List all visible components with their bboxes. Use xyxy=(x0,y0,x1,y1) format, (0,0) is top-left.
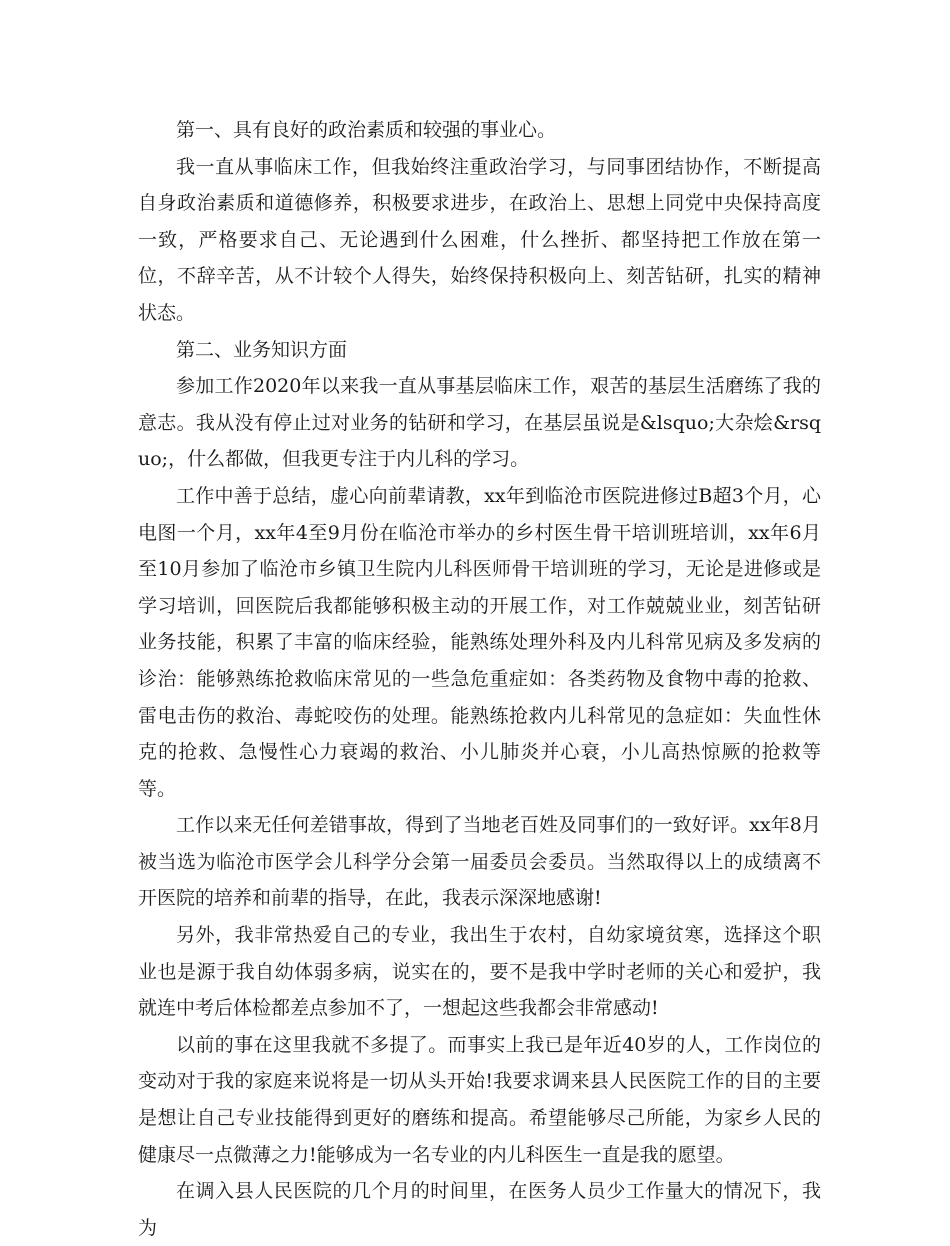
paragraph-work-history: 参加工作2020年以来我一直从事基层临床工作，艰苦的基层生活磨练了我的意志。我从没有停止过对业务的钻研和学习，在基层虽说是&lsquo;大杂烩&rsquo;，什么都做，但我更专注于内儿科的学习。 xyxy=(138,375,821,471)
paragraph-section-one-heading: 第一、具有良好的政治素质和较强的事业心。 xyxy=(176,119,557,141)
document-body xyxy=(138,112,821,1246)
paragraph-achievements: 工作以来无任何差错事故，得到了当地老百姓及同事们的一致好评。xx年8月被当选为临沧市医学会儿科学分会第一届委员会委员。当然取得以上的成绩离不开医院的培养和前辈的指导，在此，我表示深深地感谢! xyxy=(138,814,821,910)
paragraph-transfer-motivation: 以前的事在这里我就不多提了。而事实上我已是年近40岁的人，工作岗位的变动对于我的家庭来说将是一切从头开始!我要求调来县人民医院工作的目的主要是想让自己专业技能得到更好的磨练和提高。希望能够尽己所能，为家乡人民的健康尽一点微薄之力!能够成为一名专业的内儿科医生一直是我的愿望。 xyxy=(138,1033,821,1166)
paragraph-recent-months: 在调入县人民医院的几个月的时间里，在医务人员少工作量大的情况下，我为 xyxy=(138,1180,821,1239)
paragraph-section-two-heading: 第二、业务知识方面 xyxy=(176,338,348,361)
paragraph-personal-background: 另外，我非常热爱自己的专业，我出生于农村，自幼家境贫寒，选择这个职业也是源于我自幼体弱多病，说实在的，要不是我中学时老师的关心和爱护，我就连中考后体检都差点参加不了，一想起这些我都会非常感动! xyxy=(138,924,821,1020)
paragraph-training-experience: 工作中善于总结，虚心向前辈请教，xx年到临沧市医院进修过B超3个月，心电图一个月，xx年4至9月份在临沧市举办的乡村医生骨干培训班培训，xx年6月至10月参加了临沧市乡镇卫生院内儿科医师骨干培训班的学习，无论是进修或是学习培训，回医院后我都能够积极主动的开展工作，对工作兢兢业业，刻苦钻研业务技能，积累了丰富的临床经验，能熟练处理外科及内儿科常见病及多发病的诊治：能够熟练抢救临床常见的一些急危重症如：各类药物及食物中毒的抢救、雷电击伤的救治、毒蛇咬伤的处理。能熟练抢救内儿科常见的急症如：失血性休克的抢救、急慢性心力衰竭的救治、小儿肺炎并心衰，小儿高热惊厥的抢救等等。 xyxy=(138,484,821,800)
paragraph-political-quality: 我一直从事临床工作，但我始终注重政治学习，与同事团结协作，不断提高自身政治素质和道德修养，积极要求进步，在政治上、思想上同党中央保持高度一致，严格要求自己、无论遇到什么困难，什么挫折、都坚持把工作放在第一位，不辞辛苦，从不计较个人得失，始终保持积极向上、刻苦钻研，扎实的精神状态。 xyxy=(138,155,821,324)
